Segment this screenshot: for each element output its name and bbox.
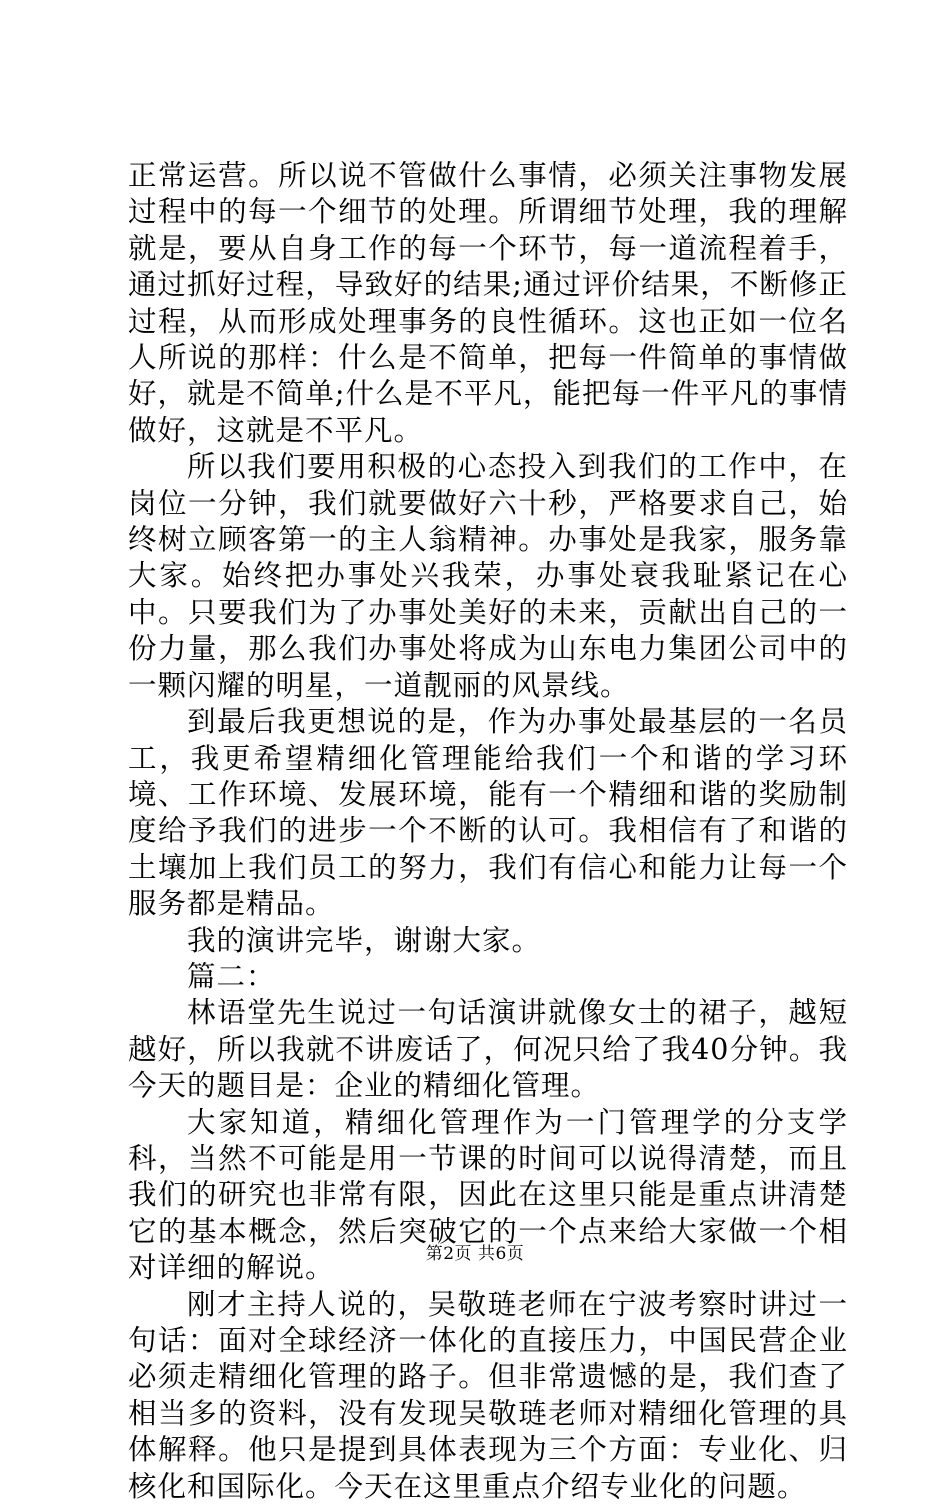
paragraph: 林语堂先生说过一句话演讲就像女士的裙子，越短越好，所以我就不讲废话了，何况只给了我40分钟。我今天的题目是：企业的精细化管理。 xyxy=(128,996,848,1103)
paragraph: 到最后我更想说的是，作为办事处最基层的一名员工，我更希望精细化管理能给我们一个和谐的学习环境、工作环境、发展环境，能有一个精细和谐的奖励制度给予我们的进步一个不断的认可。我相信有了和谐的土壤加上我们员工的努力，我们有信心和能力让每一个服务都是精品。 xyxy=(128,705,848,921)
paragraph: 刚才主持人说的，吴敬琏老师在宁波考察时讲过一句话：面对全球经济一体化的直接压力，中国民营企业必须走精细化管理的路子。但非常遗憾的是，我们查了相当多的资料，没有发现吴敬琏老师对精细化管理的具体解释。他只是提到具体表现为三个方面：专业化、归核化和国际化。今天在这里重点介绍专业化的问题。 xyxy=(128,1287,848,1503)
document-body xyxy=(128,158,848,1505)
paragraph-continuation: 正常运营。所以说不管做什么事情，必须关注事物发展过程中的每一个细节的处理。所谓细节处理，我的理解就是，要从自身工作的每一个环节，每一道流程着手，通过抓好过程，导致好的结果;通过评价结果，不断修正过程，从而形成处理事务的良性循环。这也正如一位名人所说的那样：什么是不简单，把每一件简单的事情做好，就是不简单;什么是不平凡，能把每一件平凡的事情做好，这就是不平凡。 xyxy=(128,159,848,447)
page-number-footer: 第2页 共6页 xyxy=(425,1244,525,1264)
paragraph-closing: 我的演讲完毕，谢谢大家。 xyxy=(187,923,542,957)
section-heading: 篇二： xyxy=(187,959,276,993)
paragraph: 所以我们要用积极的心态投入到我们的工作中，在岗位一分钟，我们就要做好六十秒，严格要求自己，始终树立顾客第一的主人翁精神。办事处是我家，服务靠大家。始终把办事处兴我荣，办事处衰我耻紧记在心中。只要我们为了办事处美好的未来，贡献出自己的一份力量，那么我们办事处将成为山东电力集团公司中的一颗闪耀的明星，一道靓丽的风景线。 xyxy=(128,450,848,702)
paragraph: 大家知道，精细化管理作为一门管理学的分支学科，当然不可能是用一节课的时间可以说得清楚，而且我们的研究也非常有限，因此在这里只能是重点讲清楚它的基本概念，然后突破它的一个点来给大家做一个相对详细的解说。 xyxy=(128,1105,848,1285)
